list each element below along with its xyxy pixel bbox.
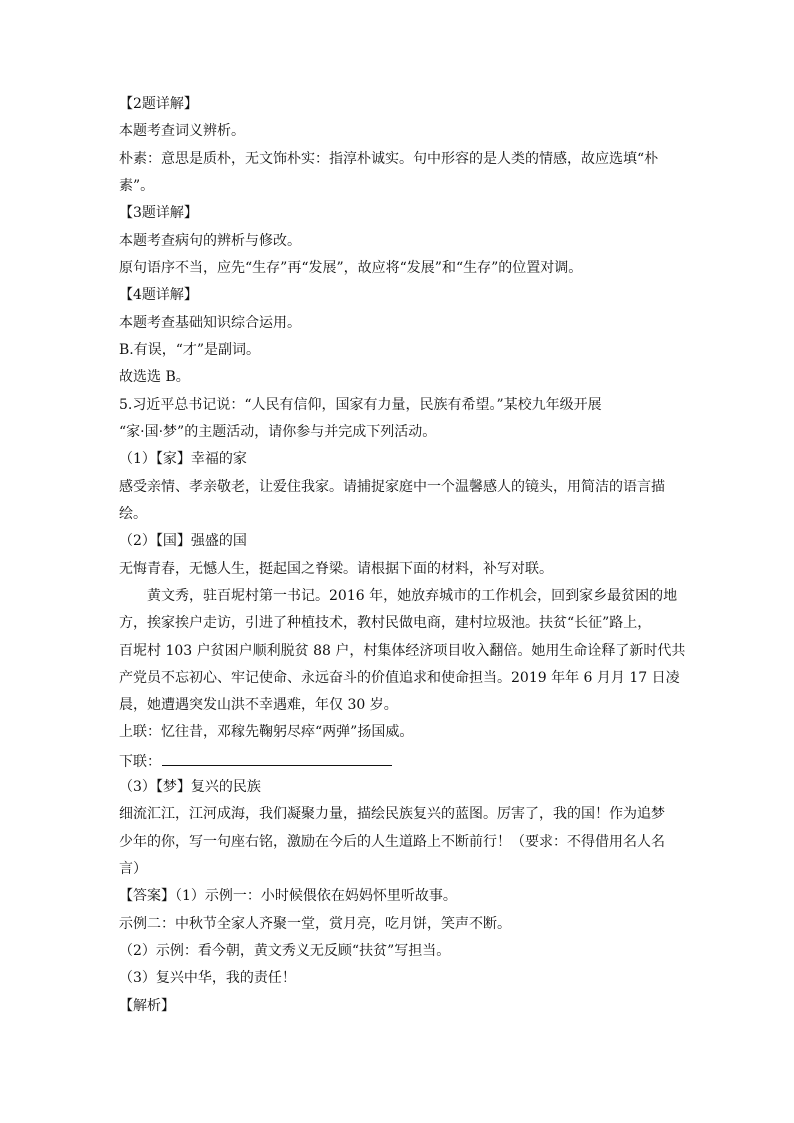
text-line: B.有误，“才”是副词。 — [119, 342, 261, 358]
section-heading-q2: 【2题详解】 — [119, 96, 198, 112]
text-line: 细流汇江，江河成海，我们凝聚力量，描绘民族复兴的蓝图。厉害了，我的国！作为追梦 — [119, 806, 665, 822]
section-heading-q4: 【4题详解】 — [119, 287, 198, 303]
text-line: 绘。 — [119, 506, 147, 522]
couplet-upper-line: 上联：忆往昔，邓稼先鞠躬尽瘁“两弹”扬国威。 — [119, 724, 414, 740]
text-line: 本题考查基础知识综合运用。 — [119, 315, 301, 331]
text-line: 言） — [119, 861, 147, 877]
text-line: 原句语序不当，应先“生存”再“发展”，故应将“发展”和“生存”的位置对调。 — [119, 260, 583, 276]
text-line: 本题考查病句的辨析与修改。 — [119, 233, 301, 249]
text-line: “家·国·梦”的主题活动，请你参与并完成下列活动。 — [119, 424, 437, 440]
text-line: 故选选 B。 — [119, 369, 190, 385]
text-line: 示例二：中秋节全家人齐聚一堂，赏月亮，吃月饼，笑声不断。 — [119, 916, 511, 932]
material-paragraph-line: 百坭村 103 户贫困户顺利脱贫 88 户，村集体经济项目收入翻倍。她用生命诠释了新时代共 — [119, 643, 686, 659]
question-5-stem: 5.习近平总书记说：“人民有信仰，国家有力量，民族有希望。”某校九年级开展 — [119, 397, 602, 413]
couplet-lower-label: 下联： — [119, 754, 161, 770]
text-line: （2）示例：看今朝，黄文秀义无反顾“扶贫”写担当。 — [119, 943, 451, 959]
sub-question-1-title: （1）【家】幸福的家 — [119, 451, 247, 467]
couplet-lower-line — [119, 751, 392, 771]
answer-blank-line — [162, 751, 392, 766]
text-line: 本题考查词义辨析。 — [119, 123, 245, 139]
text-line: 感受亲情、孝亲敬老，让爱住我家。请捕捉家庭中一个温馨感人的镜头，用简洁的语言描 — [119, 479, 665, 495]
analysis-heading: 【解析】 — [119, 998, 175, 1014]
material-paragraph-line: 产党员不忘初心、牢记使命、永远奋斗的价值追求和使命担当。2019 年年 6 月月 17 日凌 — [119, 670, 680, 686]
section-heading-q3: 【3题详解】 — [119, 205, 198, 221]
text-line: 少年的你，写一句座右铭，激励在今后的人生道路上不断前行！（要求：不得借用名人名 — [119, 834, 665, 850]
material-paragraph-line: 黄文秀，驻百坭村第一书记。2016 年，她放弃城市的工作机会，回到家乡最贫困的地 — [147, 588, 678, 604]
text-line: （3）复兴中华，我的责任！ — [119, 970, 296, 986]
sub-question-2-title: （2）【国】强盛的国 — [119, 533, 247, 549]
text-line: 朴素：意思是质朴，无文饰朴实：指淳朴诚实。句中形容的是人类的情感，故应选填“朴 — [119, 151, 659, 167]
text-line: 素”。 — [119, 178, 155, 194]
material-paragraph-line: 方，挨家挨户走访，引进了种植技术，教村民做电商，建村垃圾池。扶贫“长征”路上， — [119, 615, 652, 631]
text-line: 无悔青春，无憾人生，挺起国之脊梁。请根据下面的材料，补写对联。 — [119, 561, 553, 577]
answer-heading-line: 【答案】（1）示例一：小时候偎依在妈妈怀里听故事。 — [119, 888, 457, 904]
material-paragraph-line: 晨，她遭遇突发山洪不幸遇难，年仅 30 岁。 — [119, 697, 398, 713]
sub-question-3-title: （3）【梦】复兴的民族 — [119, 779, 261, 795]
